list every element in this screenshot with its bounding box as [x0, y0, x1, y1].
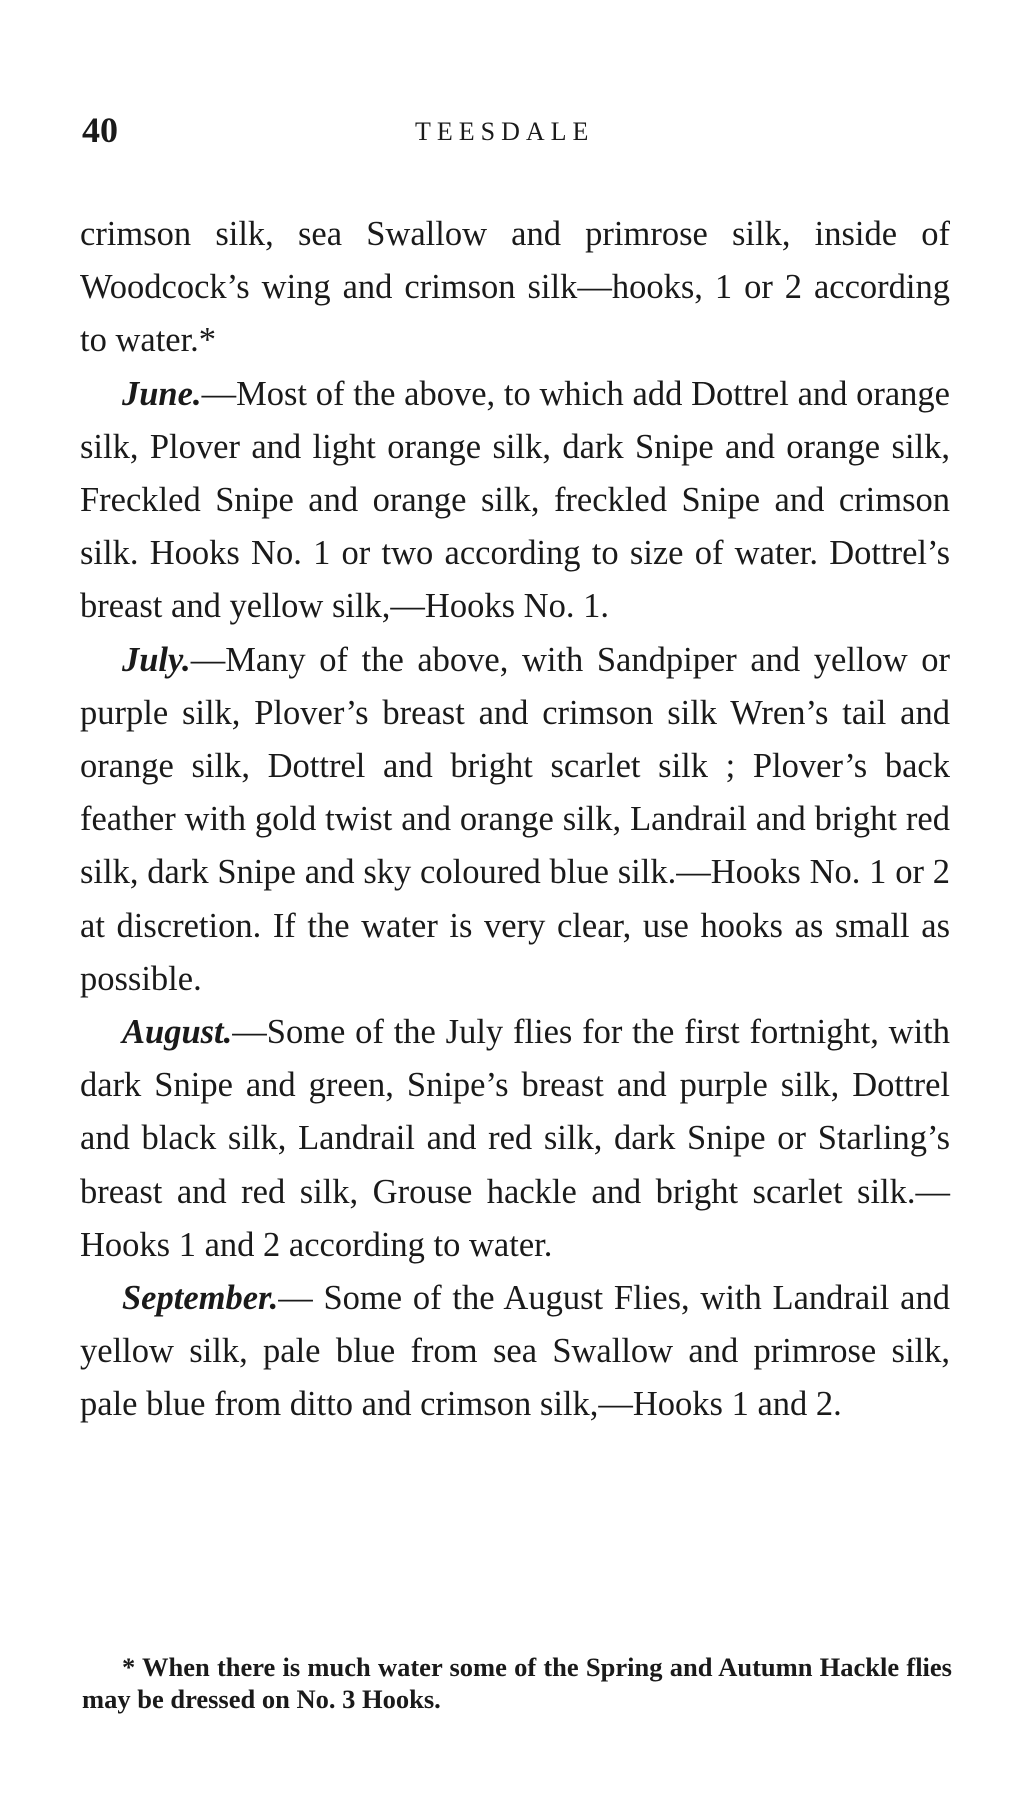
- month-heading-july: July.: [122, 640, 191, 679]
- paragraph-continuation: [80, 208, 950, 368]
- footnote-marker: *: [122, 1652, 136, 1682]
- paragraph-july: [80, 634, 950, 1006]
- month-heading-august: August.: [122, 1013, 233, 1052]
- footnote-text: When there is much water some of the Spring and Autumn Hackle flies may be dressed on No. 3 Hooks.: [82, 1652, 952, 1714]
- paragraph-text: —Some of the July flies for the first fortnight, with dark Snipe and green, Snipe’s breast and purple silk, Dottrel and black silk, Landrail and red silk, dark Snipe or Starling’s breast and red silk, Grouse hackle and bright scarlet silk.—Hooks 1 and 2 according to water.: [80, 1013, 950, 1264]
- paragraph-september: [80, 1272, 950, 1432]
- running-head: [80, 108, 950, 152]
- paragraph-text: —Many of the above, with Sandpiper and yellow or purple silk, Plover’s breast and crimson silk Wren’s tail and orange silk, Dottrel and bright scarlet silk ; Plover’s back feather with gold twist and orange silk, Landrail and bright red silk, dark Snipe and sky coloured blue silk.—Hooks No. 1 or 2 at discretion. If the water is very clear, use hooks as small as possible.: [80, 640, 950, 998]
- body-text: [80, 208, 950, 1432]
- paragraph-text: —Most of the above, to which add Dottrel and orange silk, Plover and light orange silk, dark Snipe and orange silk, Freckled Snipe and orange silk, freckled Snipe and crimson silk. Hooks No. 1 or two according to size of water. Dottrel’s breast and yellow silk,—Hooks No. 1.: [80, 374, 950, 626]
- paragraph-june: [80, 368, 950, 634]
- paragraph-august: [80, 1006, 950, 1272]
- paragraph-text: crimson silk, sea Swallow and primrose silk, inside of Woodcock’s wing and crimson silk—hooks, 1 or 2 according to water.*: [80, 215, 950, 360]
- month-heading-september: September.: [122, 1279, 279, 1318]
- footnote: [82, 1651, 952, 1715]
- page-number: 40: [82, 110, 118, 150]
- running-title: TEESDALE: [415, 117, 595, 146]
- paragraph-text: — Some of the August Flies, with Landrail and yellow silk, pale blue from sea Swallow and primrose silk, pale blue from ditto and crimson silk,—Hooks 1 and 2.: [80, 1279, 950, 1424]
- month-heading-june: June.: [122, 374, 202, 413]
